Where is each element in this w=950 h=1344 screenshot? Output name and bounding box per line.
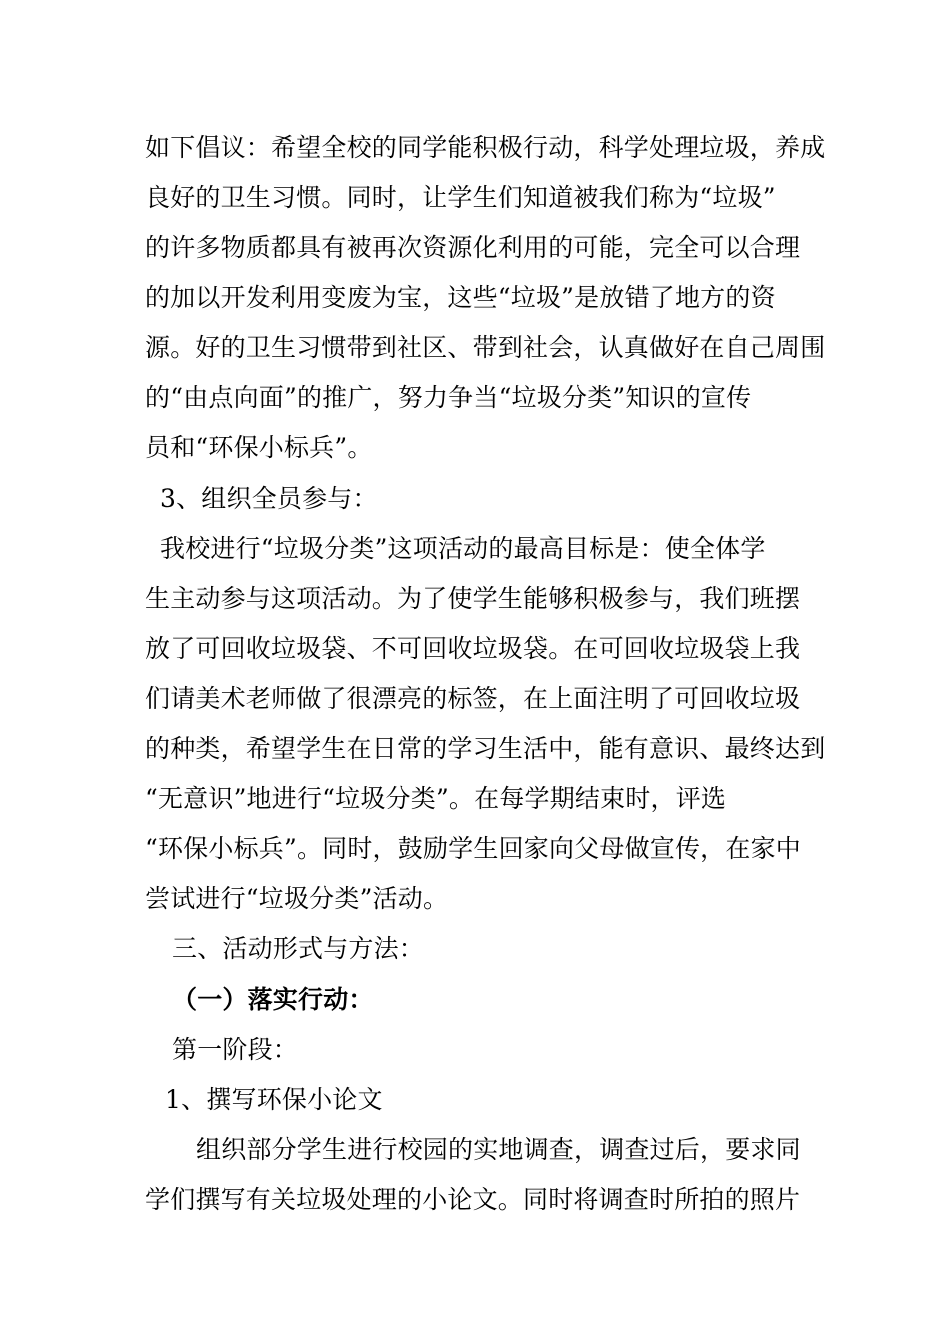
section-heading: 3、组织全员参与： <box>160 484 378 513</box>
paragraph-line: 的加以开发利用变废为宝，这些“垃圾”是放错了地方的资 <box>145 283 776 312</box>
paragraph-line: “环保小标兵”。同时，鼓励学生回家向父母做宣传，在家中 <box>145 834 801 863</box>
paragraph-line: “无意识”地进行“垃圾分类”。在每学期结束时，评选 <box>145 784 727 813</box>
paragraph-line: 学们撰写有关垃圾处理的小论文。同时将调查时所拍的照片 <box>145 1185 801 1214</box>
subsection-heading: （一）落实行动： <box>172 985 374 1014</box>
paragraph-line: 组织部分学生进行校园的实地调查，调查过后，要求同 <box>196 1135 801 1164</box>
paragraph-line: 的许多物质都具有被再次资源化利用的可能，完全可以合理 <box>145 233 801 262</box>
paragraph-line: 尝试进行“垃圾分类”活动。 <box>145 884 449 913</box>
paragraph-line: 良好的卫生习惯。同时，让学生们知道被我们称为“垃圾” <box>145 183 776 212</box>
section-heading: 三、活动形式与方法： <box>172 934 425 963</box>
paragraph-line: 员和“环保小标兵”。 <box>145 433 373 462</box>
paragraph-line: 们请美术老师做了很漂亮的标签，在上面注明了可回收垃圾 <box>145 684 801 713</box>
paragraph-line: 我校进行“垃圾分类”这项活动的最高目标是：使全体学 <box>160 534 766 563</box>
paragraph-line: 如下倡议：希望全校的同学能积极行动，科学处理垃圾，养成 <box>145 133 826 162</box>
stage-heading: 第一阶段： <box>172 1035 299 1064</box>
item-heading: 1、撰写环保小论文 <box>165 1085 383 1114</box>
paragraph-line: 的“由点向面”的推广，努力争当“垃圾分类”知识的宣传 <box>145 383 752 412</box>
paragraph-line: 源。好的卫生习惯带到社区、带到社会，认真做好在自己周围 <box>145 333 826 362</box>
paragraph-line: 生主动参与这项活动。为了使学生能够积极参与，我们班摆 <box>145 584 801 613</box>
paragraph-line: 放了可回收垃圾袋、不可回收垃圾袋。在可回收垃圾袋上我 <box>145 634 801 663</box>
paragraph-line: 的种类，希望学生在日常的学习生活中，能有意识、最终达到 <box>145 734 826 763</box>
